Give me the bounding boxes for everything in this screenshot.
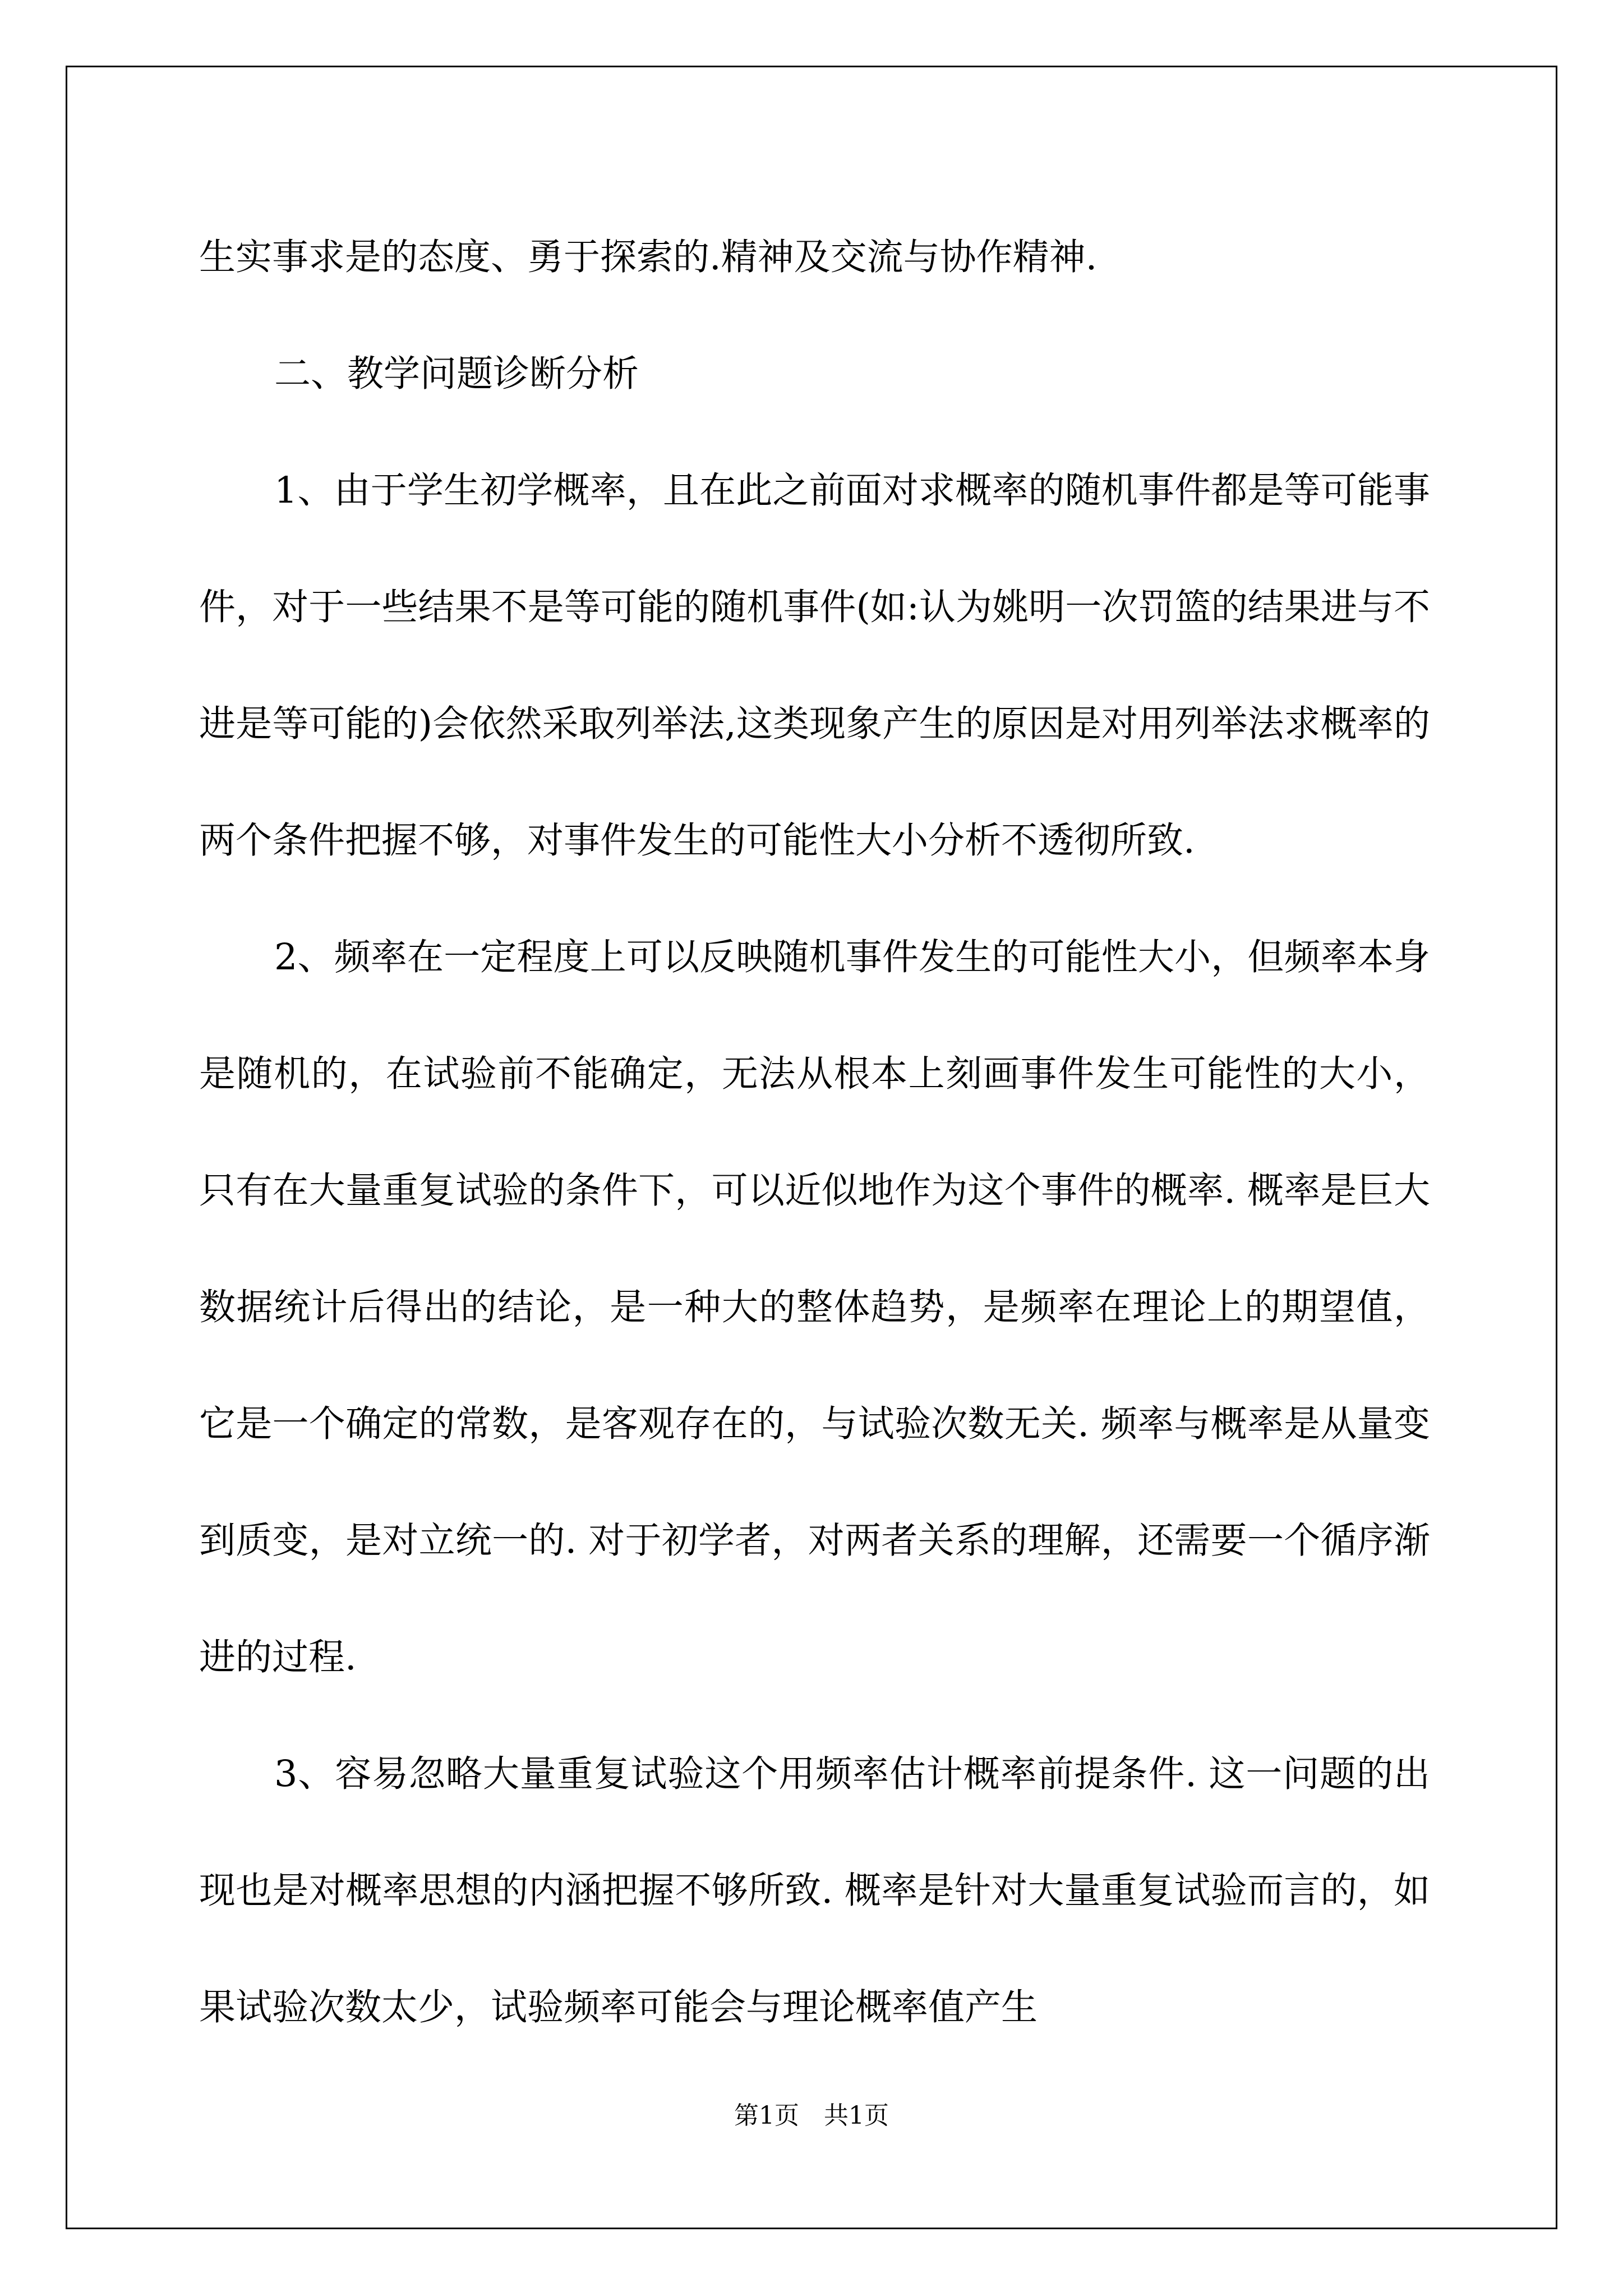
page-total: 共1页 xyxy=(824,2101,889,2130)
page-footer xyxy=(0,2095,1623,2131)
paragraph-item-1: 1、由于学生初学概率，且在此之前面对求概率的随机事件都是等可能事件，对于一些结果不是等可能的随机事件(如:认为姚明一次罚篮的结果进与不进是等可能的)会依然采取列举法,这类现象产生的原因是对用列举法求概率的两个条件把握不够，对事件发生的可能性大小分析不透彻所致. xyxy=(199,470,1430,862)
paragraph-item-2: 2、频率在一定程度上可以反映随机事件发生的可能性大小，但频率本身是随机的，在试验前不能确定，无法从根本上刻画事件发生可能性的大小，只有在大量重复试验的条件下，可以近似地作为这个事件的概率. 概率是巨大数据统计后得出的结论，是一种大的整体趋势，是频率在理论上的期望值，它是一个确定的常数，是客观存在的，与试验次数无关. 频率与概率是从量变到质变，是对立统一的. 对于初学者，对两者关系的理解，还需要一个循序渐进的过程. xyxy=(199,936,1430,1678)
document-body xyxy=(199,199,1430,2066)
paragraph-item-3: 3、容易忽略大量重复试验这个用频率估计概率前提条件. 这一问题的出现也是对概率思想的内涵把握不够所致. 概率是针对大量重复试验而言的，如果试验次数太少，试验频率可能会与理论概率值产生 xyxy=(199,1753,1430,2028)
page-number: 第1页 xyxy=(734,2101,799,2130)
paragraph-continuation: 生实事求是的态度、勇于探索的.精神及交流与协作精神. xyxy=(199,236,1098,278)
section-heading: 二、教学问题诊断分析 xyxy=(274,353,639,395)
